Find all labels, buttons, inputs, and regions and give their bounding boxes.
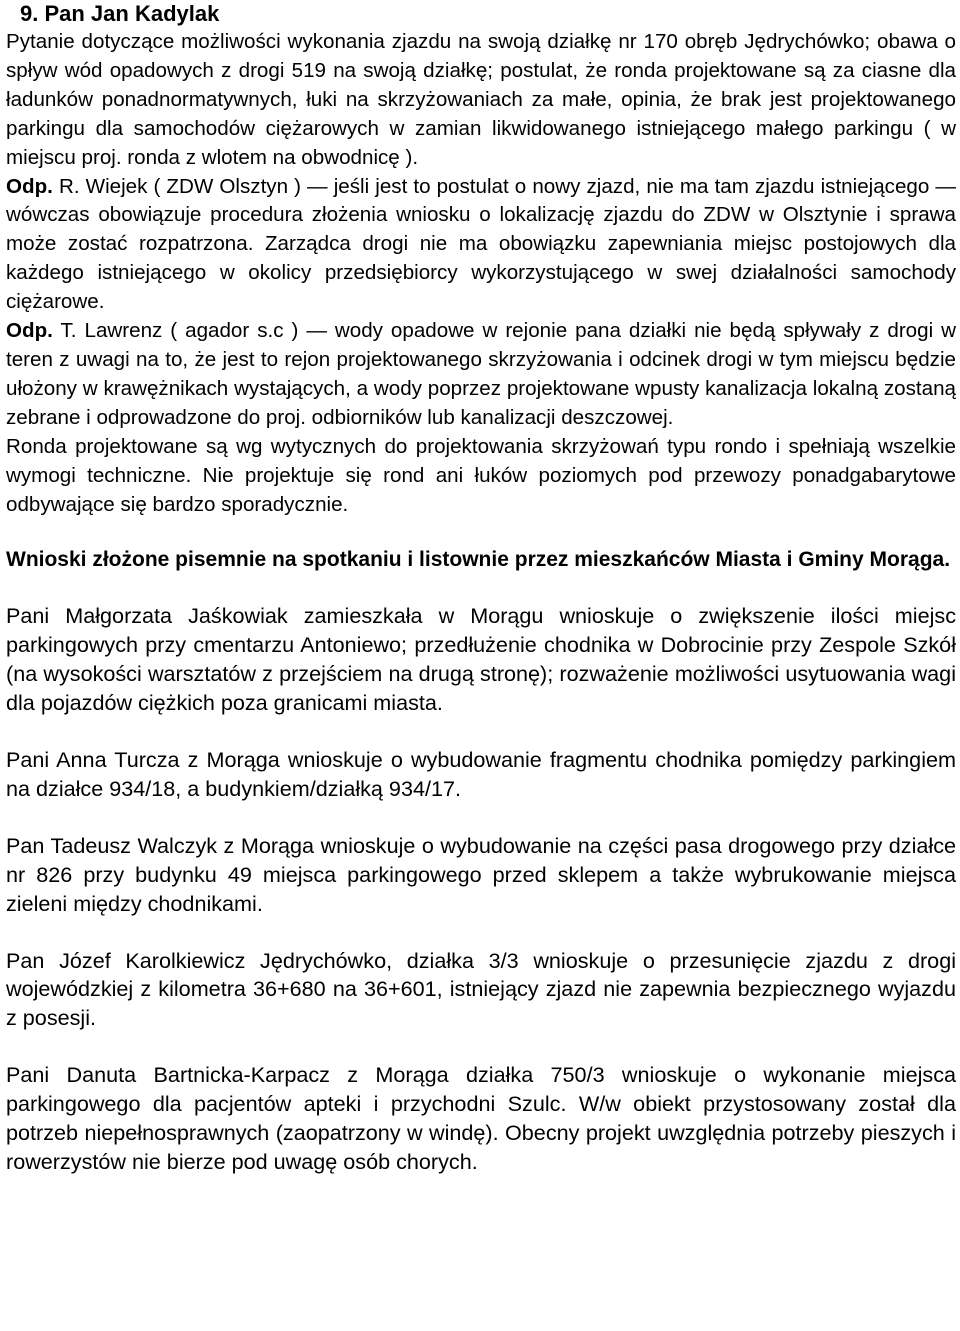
answer-text: R. Wiejek ( ZDW Olsztyn ) — jeśli jest to postulat o nowy zjazd, nie ma tam zjazdu istniejącego — wówczas obowiązuje procedura złożenia wniosku o lokalizację zjazdu do ZDW w Olsztynie i sprawa może zostać rozpatrzona. Zarządca drogi nie ma obowiązku zapewniania miejsc postojowych dla każdego istniejącego w okolicy przedsiębiorcy wykorzystującego w swej działalności samochody ciężarowe. bbox=[6, 174, 956, 314]
document-page bbox=[6, 0, 956, 1177]
request-paragraph: Pan Tadeusz Walczyk z Morąga wnioskuje o wybudowanie na części pasa drogowego przy działce nr 826 przy budynku 49 miejsca parkingowego przed sklepem a także wybrukowanie miejsca zieleni między chodnikami. bbox=[6, 832, 956, 916]
answer-wiejek-paragraph bbox=[6, 173, 956, 318]
answer-roundabout-paragraph: Ronda projektowane są wg wytycznych do projektowania skrzyżowań typu rondo i spełniają wszelkie wymogi techniczne. Nie projektuje się rond ani łuków poziomych pod przewozy ponadgabarytowe odbywające się bardzo sporadycznie. bbox=[6, 434, 956, 516]
answer-text: T. Lawrenz ( agador s.c ) — wody opadowe w rejonie pana działki nie będą spływały z drogi w teren z uwagi na to, że jest to rejon projektowanego skrzyżowania i odcinek drogi w tym miejscu będzie ułożony w krawężnikach wystających, a wody poprzez projektowane wpusty kanalizacja lokalną zostaną zebrane i odprowadzone do proj. odbiorników lub kanalizacji deszczowej. bbox=[6, 319, 956, 429]
answer-lawrenz-paragraph bbox=[6, 317, 956, 433]
question-paragraph: Pytanie dotyczące możliwości wykonania zjazdu na swoją działkę nr 170 obręb Jędrychówko; obawa o spływ wód opadowych z drogi 519 na swoją działkę; postulat, że ronda projektowane są za ciasne dla ładunków ponadnormatywnych, łuki na skrzyżowaniach za małe, opinia, że brak jest projektowanego parkingu dla samochodów ciężarowych w zamian likwidowanego istniejącego małego parkingu ( w miejscu proj. ronda z wlotem na obwodnicę ). bbox=[6, 30, 956, 169]
section-title: Wnioski złożone pisemnie na spotkaniu i listownie przez mieszkańców Miasta i Gminy Morąga. bbox=[6, 548, 951, 572]
request-paragraph: Pani Anna Turcza z Morąga wnioskuje o wybudowanie fragmentu chodnika pomiędzy parkingiem na działce 934/18, a budynkiem/działką 934/17. bbox=[6, 747, 956, 801]
answer-label: Odp. bbox=[6, 319, 53, 343]
item-heading: 9. Pan Jan Kadylak bbox=[20, 1, 220, 26]
request-paragraph: Pani Danuta Bartnicka-Karpacz z Morąga działka 750/3 wnioskuje o wykonanie miejsca parkingowego dla pacjentów apteki i przychodni Szulc. W/w obiekt przystosowany został dla potrzeb niepełnosprawnych (zaopatrzony w windę). Obecny projekt uwzględnia potrzeby pieszych i rowerzystów nie bierze pod uwagę osób chorych. bbox=[6, 1062, 956, 1174]
request-paragraph: Pani Małgorzata Jaśkowiak zamieszkała w Morągu wnioskuje o zwiększenie ilości miejsc parkingowych przy cmentarzu Antoniewo; przedłużenie chodnika w Dobrocinie przy Zespole Szkół (na wysokości warsztatów z przejściem na drugą stronę); rozważenie możliwości usytuowania wagi dla pojazdów ciężkich poza granicami miasta. bbox=[6, 603, 956, 716]
answer-label: Odp. bbox=[6, 174, 53, 198]
request-paragraph: Pan Józef Karolkiewicz Jędrychówko, działka 3/3 wnioskuje o przesunięcie zjazdu z drogi wojewódzkiej z kilometra 36+680 na 36+601, istniejący zjazd nie zapewnia bezpiecznego wyjazdu z posesji. bbox=[6, 947, 956, 1031]
